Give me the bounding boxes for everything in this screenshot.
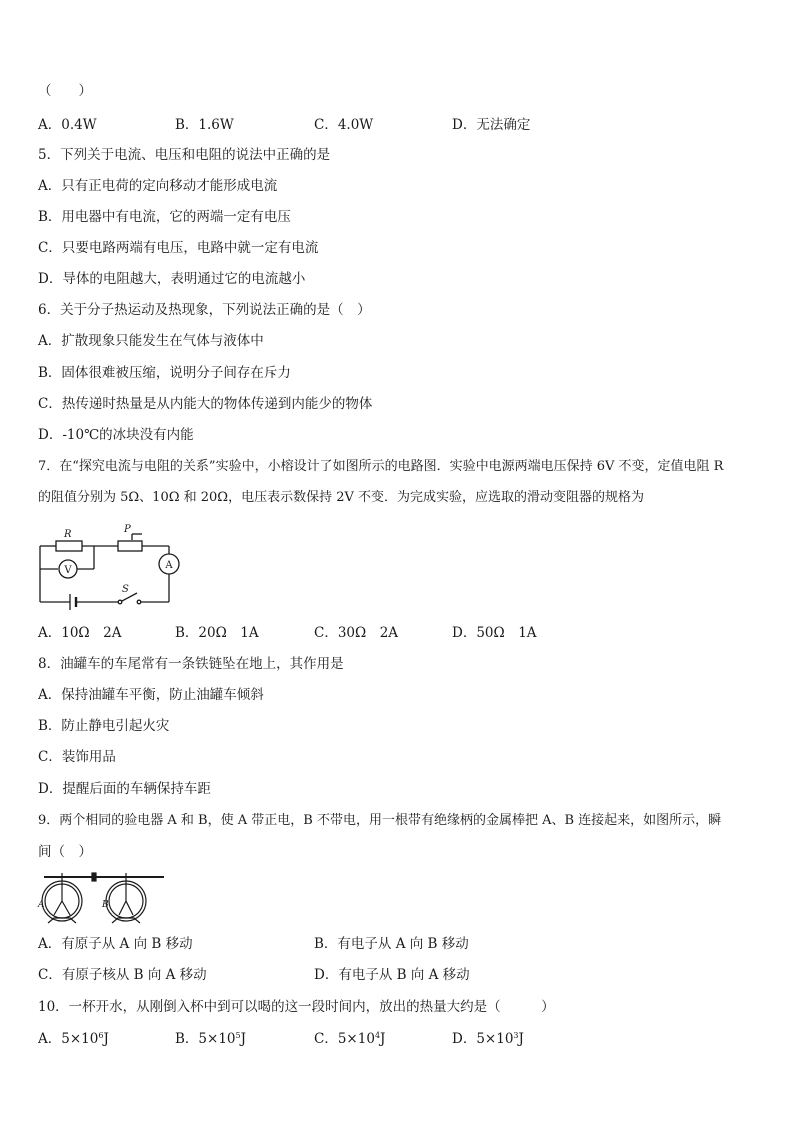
q10-option-c: C．$5\times 10^4J$ [314,1031,386,1047]
q5-stem: 5．下列关于电流、电压和电阻的说法中正确的是 [38,147,331,163]
label-a: A [165,560,173,571]
q10-option-b: B．$5\times 10^5J$ [175,1031,247,1047]
label-b: B [102,900,109,910]
q4-bracket: （ ） [38,83,92,99]
label-a: A [38,900,45,910]
q7-option-a: A．10Ω 2A [38,625,122,641]
q9-option-b: B．有电子从 A 向 B 移动 [314,936,469,952]
q8-option-c: C．装饰用品 [38,749,116,765]
q6-option-b: B．固体很难被压缩，说明分子间存在斥力 [38,365,291,381]
q7-option-d: D．50Ω 1A [452,625,537,641]
q8-option-a: A．保持油罐车平衡，防止油罐车倾斜 [38,687,264,703]
q6-stem: 6．关于分子热运动及热现象，下列说法正确的是（ ） [38,302,371,318]
q9-stem-line1: 9．两个相同的验电器 A 和 B，使 A 带正电，B 不带电，用一根带有绝缘柄的金属棒把 A、B 连接起来，如图所示，瞬 [38,813,722,828]
circuit-diagram [36,522,186,612]
rheostat [118,541,142,551]
q6-option-a: A．扩散现象只能发生在气体与液体中 [38,333,264,349]
label-s: S [122,584,129,595]
q9-option-c: C．有原子核从 B 向 A 移动 [38,967,207,983]
label-r: R [64,529,72,540]
q4-option-d: D．无法确定 [452,117,531,133]
q6-option-d: D．-10℃的冰块没有内能 [38,427,194,443]
label-p: P [124,524,131,535]
q6-option-c: C．热传递时热量是从内能大的物体传递到内能少的物体 [38,396,373,412]
q9-stem-line2: 间（ ） [38,844,92,860]
q8-stem: 8．油罐车的车尾常有一条铁链坠在地上，其作用是 [38,656,344,672]
q8-option-d: D．提醒后面的车辆保持车距 [38,781,211,797]
q5-option-a: A．只有正电荷的定向移动才能形成电流 [38,178,278,194]
q5-option-c: C．只要电路两端有电压，电路中就一定有电流 [38,240,319,256]
q4-option-a: A．0.4W [38,117,97,133]
resistor-r [56,541,82,551]
q7-option-c: C．30Ω 2A [314,625,399,641]
q9-option-d: D．有电子从 B 向 A 移动 [314,967,470,983]
q7-option-b: B．20Ω 1A [175,625,259,641]
label-v: V [64,565,72,576]
q4-option-c: C．4.0W [314,117,374,133]
q9-option-a: A．有原子从 A 向 B 移动 [38,936,193,952]
q7-stem-line1: 7．在“探究电流与电阻的关系”实验中，小榕设计了如图所示的电路图．实验中电源两端电压保持 6V 不变，定值电阻 R [38,459,724,474]
q5-option-d: D．导体的电阻越大，表明通过它的电流越小 [38,271,306,287]
q7-stem-line2: 的阻值分别为 5Ω、10Ω 和 20Ω，电压表示数保持 2V 不变．为完成实验，应选取的滑动变阻器的规格为 [38,490,645,505]
q4-option-b: B．1.6W [175,117,234,133]
q10-option-d: D．$5\times 10^3J$ [452,1031,524,1047]
q10-stem: 10．一杯开水，从刚倒入杯中到可以喝的这一段时间内，放出的热量大约是（ ） [38,999,555,1015]
q10-option-a: A．$5\times 10^6J$ [38,1031,109,1047]
electroscope-diagram [36,871,166,927]
q5-option-b: B．用电器中有电流，它的两端一定有电压 [38,209,291,225]
q8-option-b: B．防止静电引起火灾 [38,718,170,734]
